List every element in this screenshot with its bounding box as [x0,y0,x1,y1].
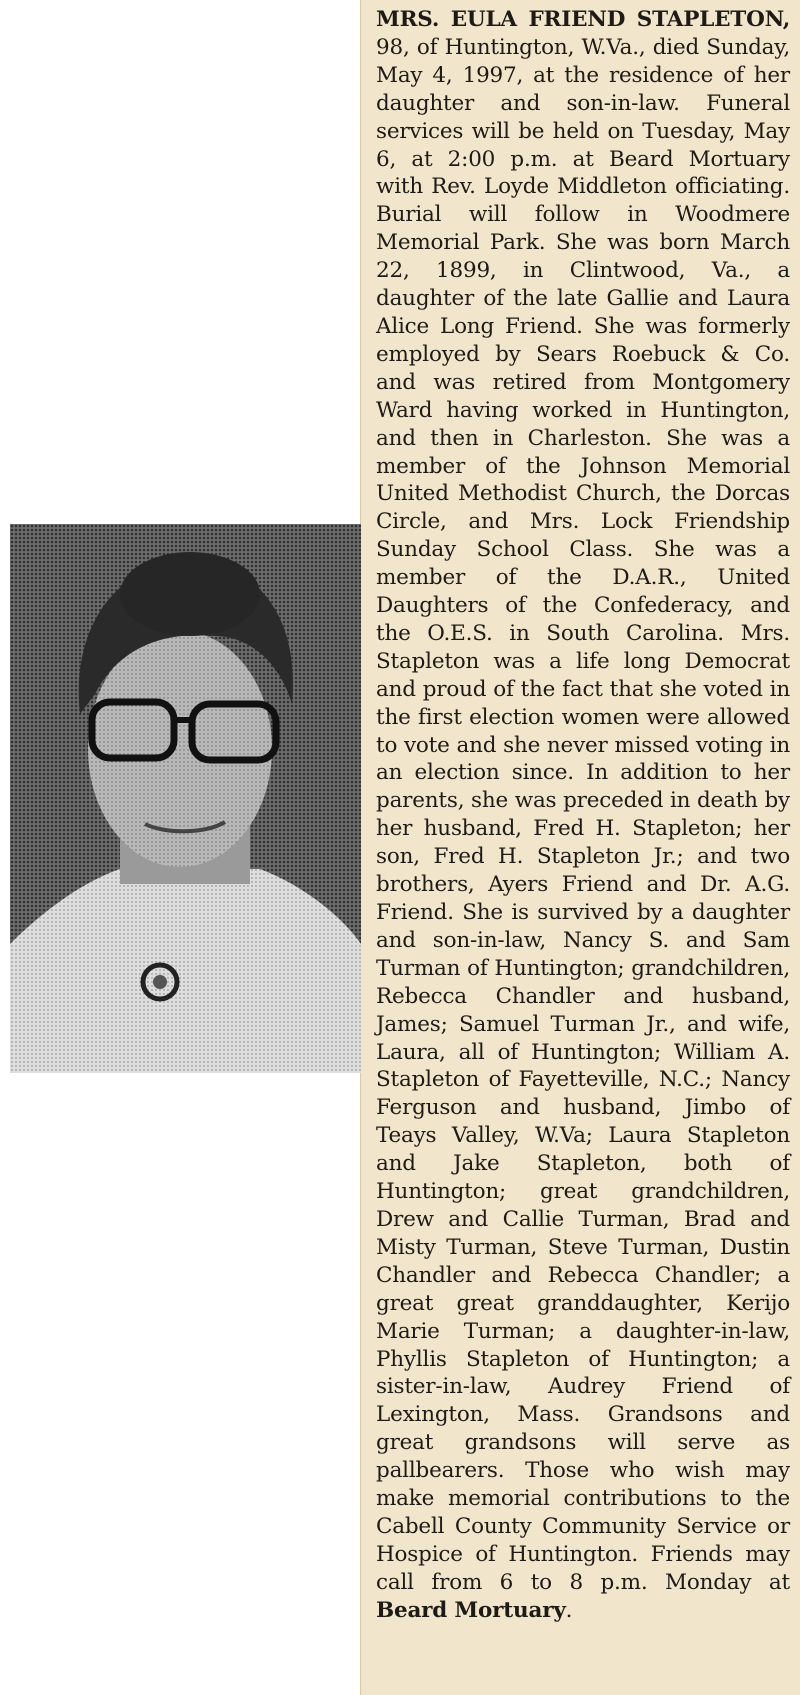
obituary-body: 98, of Huntington, W.Va., died Sunday, May 4, 1997, at the residence of her daughter and son-in-law. Funeral services will be held on Tuesday, May 6, at 2:00 p.m. at Beard Mortuary with Rev. Loyde Middleton officiating. Burial will follow in Woodmere Memorial Park. She was born March 22, 1899, in Clintwood, Va., a daughter of the late Gallie and Laura Alice Long Friend. She was formerly employed by Sears Roebuck & Co. and was retired from Montgomery Ward having worked in Huntington, and then in Charleston. She was a member of the Johnson Memorial United Methodist Church, the Dorcas Circle, and Mrs. Lock Friendship Sunday School Class. She was a member of the D.A.R., United Daughters of the Confederacy, and the O.E.S. in South Carolina. Mrs. Stapleton was a life long Democrat and proud of the fact that she voted in the first election women were allowed to vote and she never missed voting in an election since. In addition to her parents, she was preceded in death by her husband, Fred H. Stapleton; her son, Fred H. Stapleton Jr.; and two brothers, Ayers Friend and Dr. A.G. Friend. She is survived by a daughter and son-in-law, Nancy S. and Sam Turman of Huntington; grandchildren, Rebecca Chandler and husband, James; Samuel Turman Jr., and wife, Laura, all of Huntington; William A. Stapleton of Fayetteville, N.C.; Nancy Ferguson and husband, Jimbo of Teays Valley, W.Va; Laura Stapleton and Jake Stapleton, both of Huntington; great grandchildren, Drew and Callie Turman, Brad and Misty Turman, Steve Turman, Dustin Chandler and Rebecca Chandler; a great great granddaughter, Kerijo Marie Turman; a daughter-in-law, Phyllis Stapleton of Huntington; a sister-in-law, Audrey Friend of Lexington, Mass. Grandsons and great grandsons will serve as pallbearers. Those who wish may make memorial contributions to the Cabell County Community Service or Hospice of Huntington. Friends may call from 6 to 8 p.m. Monday at [376,34,790,1595]
portrait-photo [10,524,361,1073]
obituary-name-heading: MRS. EULA FRIEND STAPLETON, [376,7,790,32]
obituary-closing-bold: Beard Mortuary [376,1597,566,1623]
obituary-closing-period: . [565,1597,573,1623]
obituary-text [376,6,790,1625]
